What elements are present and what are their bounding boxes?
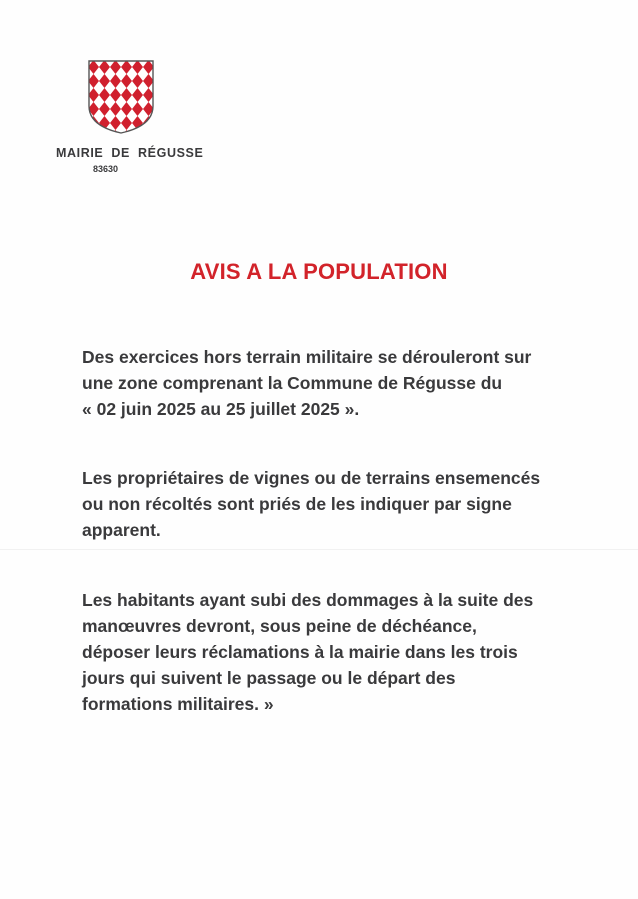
paragraph-landowners: Les propriétaires de vignes ou de terrains ensemencés ou non récoltés sont priés de les indiquer par signe apparent. bbox=[82, 468, 541, 540]
paragraph-exercise-dates: Des exercices hors terrain militaire se dérouleront sur une zone comprenant la Commune de Régusse du « 02 juin 2025 au 25 juillet 2025 ». bbox=[82, 347, 532, 419]
postal-code: 83630 bbox=[93, 164, 119, 174]
notice-title: AVIS A LA POPULATION bbox=[190, 259, 448, 284]
coat-of-arms-icon bbox=[88, 60, 154, 134]
paragraph-damage-claims: Les habitants ayant subi des dommages à la suite des manœuvres devront, sous peine de déchéance, déposer leurs réclamations à la mairie dans les trois jours qui suivent le passage ou le départ des formations militaires. » bbox=[82, 590, 534, 714]
mairie-name: MAIRIE DE RÉGUSSE bbox=[56, 146, 204, 160]
page-fold-line bbox=[0, 549, 638, 550]
